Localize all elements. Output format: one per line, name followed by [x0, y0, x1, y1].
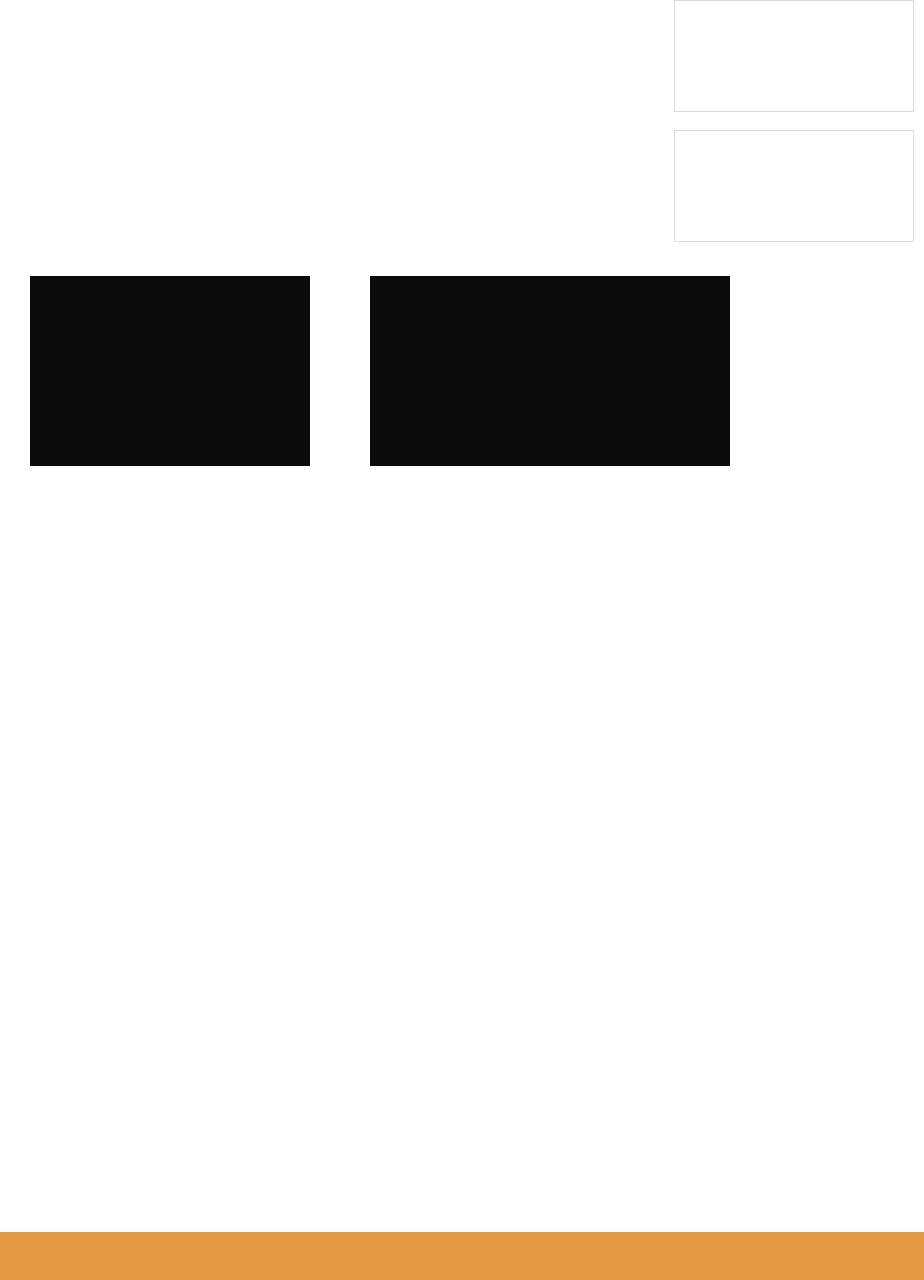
poster-header	[22, 40, 662, 52]
figure-panel-right	[370, 276, 730, 466]
poster-body	[22, 270, 884, 482]
congress-logo	[674, 0, 914, 112]
logo-area	[674, 0, 914, 260]
dose-distribution-figure	[30, 276, 884, 466]
figure-panel-left	[30, 276, 310, 466]
institution-logo	[674, 130, 914, 242]
footer-bar	[0, 1232, 924, 1280]
